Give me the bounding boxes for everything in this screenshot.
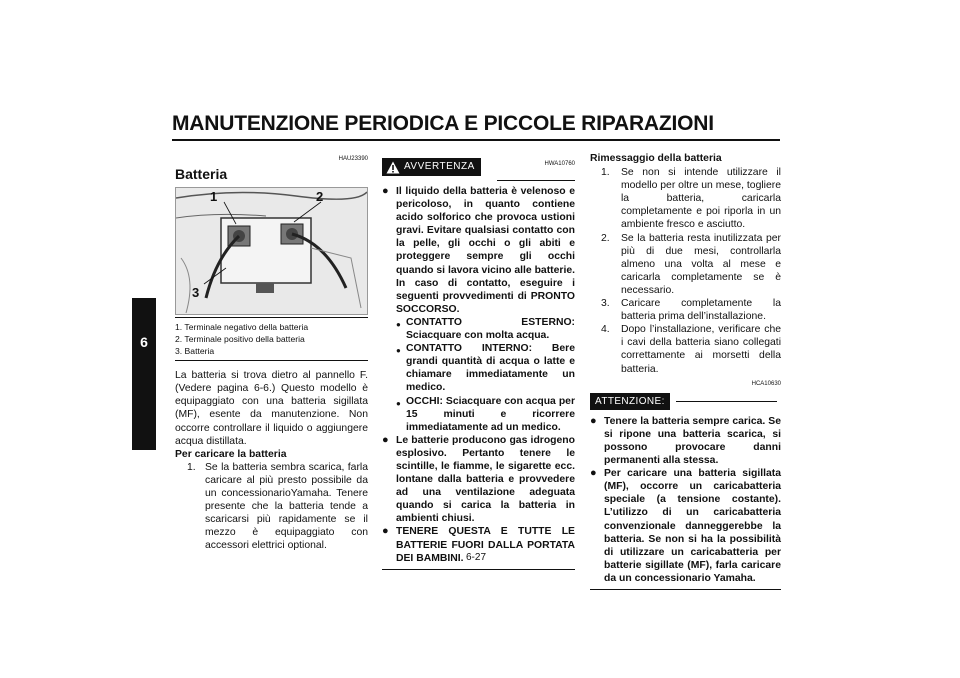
figure-captions xyxy=(175,317,368,361)
caution-end-rule xyxy=(590,589,781,590)
chapter-tab: 6 xyxy=(132,298,156,450)
storage-subtitle: Rimessaggio della batteria xyxy=(590,153,722,164)
list-item xyxy=(382,342,575,394)
bullet-icon: ● xyxy=(396,346,401,356)
warning-header xyxy=(382,158,575,176)
caution-code: HCA10630 xyxy=(751,380,781,387)
first-aid-text: CONTATTO ESTERNO: Sciacquare con molta acqua. xyxy=(406,316,575,342)
warning-rule xyxy=(497,180,575,181)
caption-item: 2. Terminale positivo della batteria xyxy=(175,334,305,345)
page-title: MANUTENZIONE PERIODICA E PICCOLE RIPARAZIONI xyxy=(172,112,714,135)
bullet-icon: ● xyxy=(382,433,389,446)
step-number: 1. xyxy=(601,167,610,179)
section-code: HAU23390 xyxy=(338,156,368,162)
list-item xyxy=(590,297,781,323)
list-item xyxy=(590,232,781,297)
caution-rule xyxy=(676,401,777,402)
list-item xyxy=(590,467,781,585)
figure-label-3: 3 xyxy=(192,285,200,301)
bullet-icon: ● xyxy=(396,319,401,329)
caution-badge: ATTENZIONE: xyxy=(590,393,670,410)
bullet-icon: ● xyxy=(396,398,401,408)
step-text: Caricare completamente la batteria prima dell’installazione. xyxy=(621,298,781,323)
section-title: Batteria xyxy=(175,166,228,183)
warning-code: HWA10760 xyxy=(544,161,575,167)
step-text: Se non si intende utilizzare il modello per oltre un mese, togliere la batteria, caricarla completamente e poi riporla in un ambiente fresco e asciutto. xyxy=(621,167,781,231)
warning-icon xyxy=(386,161,400,174)
page-number: 6-27 xyxy=(466,552,487,563)
bullet-icon: ● xyxy=(382,185,389,197)
title-rule xyxy=(172,139,780,141)
battery-figure xyxy=(175,187,368,315)
step-text: Se la batteria resta inutilizzata per più di due mesi, controllarla almeno una volta al mese e caricarla completamente se è necessario. xyxy=(621,232,781,296)
warning-badge xyxy=(382,158,481,176)
bullet-icon: ● xyxy=(382,525,389,538)
list-item xyxy=(590,415,781,467)
first-aid-text: CONTATTO INTERNO: Bere grandi quantità di acqua o latte e chiamare immediatamente un medico. xyxy=(406,343,575,394)
first-aid-text: OCCHI: Sciacquare con acqua per 15 minuti e ricorrere immediatamente ad un medico. xyxy=(406,395,575,433)
step-text: Se la batteria sembra scarica, farla caricare al più presto possibile da un concessionarioYamaha. Tenere presente che la batteria tende a scaricarsi più rapidamente se il mezzo è equipaggiato con accessori elettrici optional. xyxy=(205,461,368,552)
caution-header xyxy=(590,393,781,410)
caption-item: 3. Batteria xyxy=(175,346,215,357)
right-column xyxy=(590,152,781,590)
step-number: 1. xyxy=(187,461,196,473)
figure-label-2: 2 xyxy=(316,189,324,205)
charge-subtitle: Per caricare la batteria xyxy=(175,448,287,460)
battery-illustration xyxy=(176,188,367,314)
bullet-icon: ● xyxy=(590,414,597,427)
step-number: 2. xyxy=(601,232,610,244)
figure-label-1: 1 xyxy=(210,189,218,205)
list-item xyxy=(175,461,368,553)
left-column xyxy=(175,153,368,553)
step-text: Dopo l’installazione, verificare che i cavi della batteria siano collegati correttamente ai morsetti della batteria. xyxy=(621,324,781,375)
list-item xyxy=(590,166,781,231)
step-number: 3. xyxy=(601,298,610,310)
list-item xyxy=(382,185,575,316)
caution-text: Tenere la batteria sempre carica. Se si ripone una batteria scarica, si possono provocare danni permanenti alla stessa. xyxy=(604,415,781,467)
list-item xyxy=(590,323,781,375)
warning-end-rule xyxy=(382,569,575,570)
bullet-icon: ● xyxy=(590,467,597,480)
warning-label: AVVERTENZA xyxy=(404,161,475,173)
battery-paragraph: La batteria si trova dietro al pannello F. (Vedere pagina 6-6.) Questo modello è equipaggiato con una batteria sigillata (MF), esente da manutenzione. Non occorre controllare il liquido o aggiungere acqua distillata. xyxy=(175,370,368,447)
warning-text: Il liquido della batteria è velenoso e pericoloso, in quanto contiene acido solforico che provoca ustioni gravi. Evitare qualsiasi contatto con la pelle, gli occhi o gli abiti e proteggere sempre gli occhi quando si lavora vicino alle batterie. In caso di contatto, eseguire i seguenti provvedimenti di PRONTO SOCCORSO. xyxy=(396,186,576,315)
caption-item: 1. Terminale negativo della batteria xyxy=(175,322,309,333)
caution-text: Per caricare una batteria sigillata (MF), occorre un caricabatteria speciale (a tensione costante). L’utilizzo di un caricabatteria convenzionale danneggerebbe la batteria. Se non si ha la possibilità di utilizzare un caricabatteria per batterie sigillate (MF), farla caricare da un concessionario Yamaha. xyxy=(604,468,781,584)
warning-column xyxy=(382,158,575,570)
list-item xyxy=(382,395,575,434)
warning-text: TENERE QUESTA E TUTTE LE BATTERIE FUORI DALLA PORTATA DEI BAMBINI. xyxy=(396,526,575,564)
list-item xyxy=(382,434,575,526)
step-number: 4. xyxy=(601,324,610,336)
warning-text: Le batterie producono gas idrogeno esplosivo. Pertanto tenere le scintille, le fiamme, le sigarette ecc. lontane dalla batteria e provvedere ad una ventilazione adeguata quando si carica la batteria in ambienti chiusi. xyxy=(396,434,575,525)
list-item xyxy=(382,316,575,342)
